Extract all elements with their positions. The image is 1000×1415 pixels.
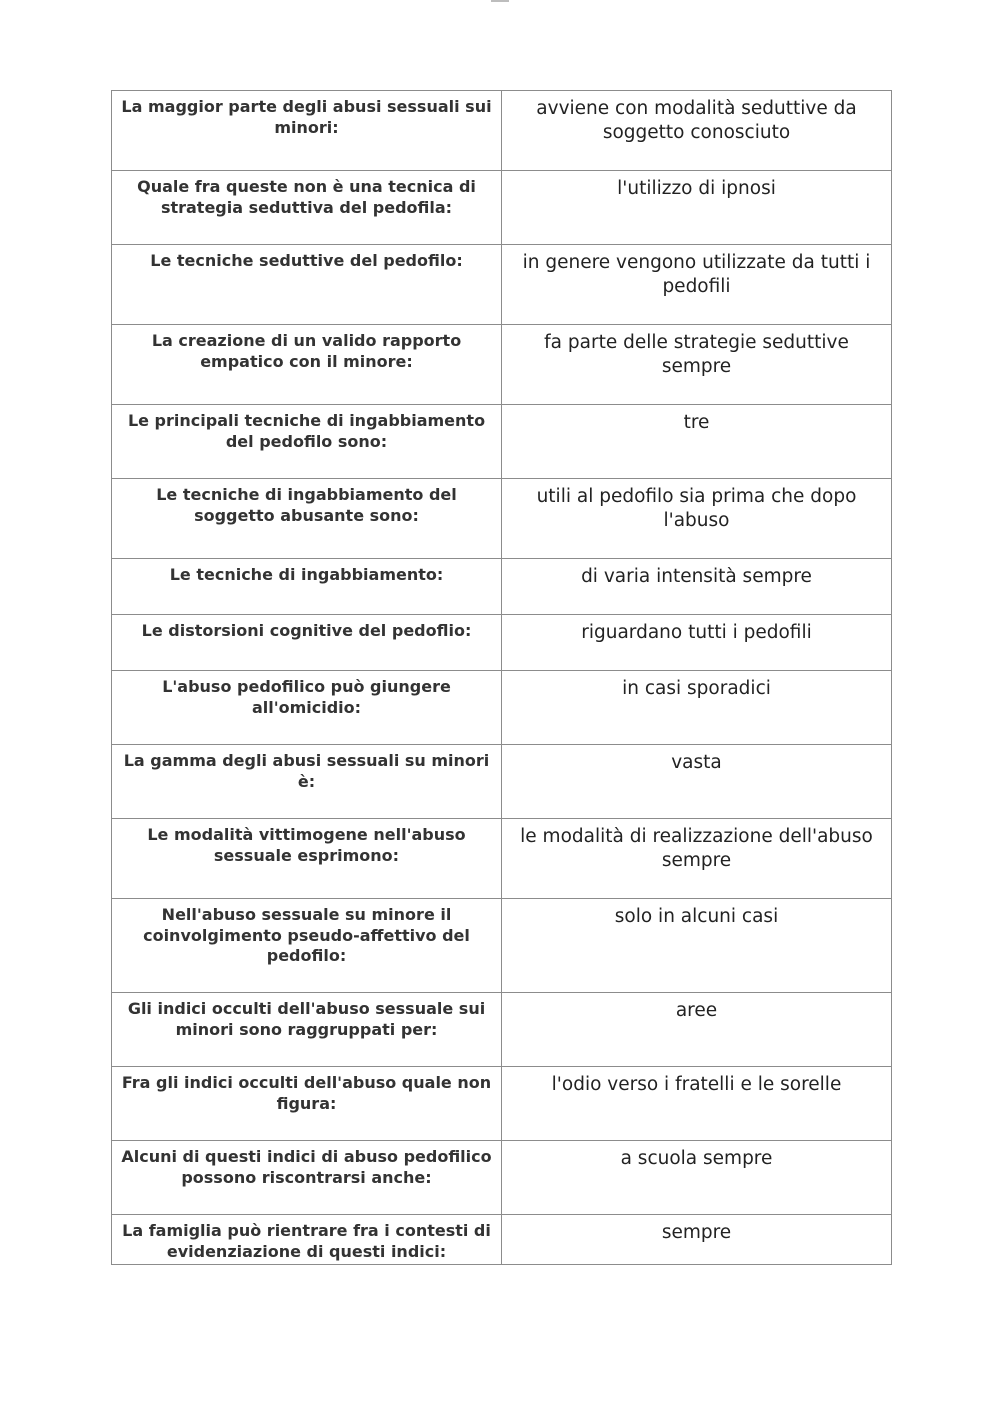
question-text: Alcuni di questi indici di abuso pedofilico possono riscontrarsi anche: [121,1147,492,1187]
table-row [112,171,892,245]
answer-cell [502,405,892,479]
question-cell [112,615,502,671]
question-text: Quale fra queste non è una tecnica di strategia seduttiva del pedofila: [137,177,476,217]
question-cell [112,1215,502,1265]
answer-cell [502,171,892,245]
question-text: Le tecniche seduttive del pedofilo: [150,251,463,270]
question-text: Le tecniche di ingabbiamento del soggetto abusante sono: [156,485,457,525]
question-text: Nell'abuso sessuale su minore il coinvolgimento pseudo-affettivo del pedofilo: [143,905,470,965]
answer-cell [502,745,892,819]
question-cell [112,899,502,993]
answer-text: sempre [661,1222,732,1243]
answer-cell [502,559,892,615]
table-row [112,745,892,819]
answer-text: aree [675,1000,718,1021]
question-text: Le modalità vittimogene nell'abuso sessuale esprimono: [147,825,466,865]
table-row [112,993,892,1067]
answer-cell [502,1067,892,1141]
answer-cell [502,91,892,171]
question-text: Fra gli indici occulti dell'abuso quale non figura: [121,1073,492,1113]
answer-cell [502,479,892,559]
answer-text: in casi sporadici [622,678,771,699]
answer-text: l'odio verso i fratelli e le sorelle [551,1074,842,1095]
question-cell [112,405,502,479]
page-header-mark [491,0,509,2]
question-cell [112,171,502,245]
answer-cell [502,899,892,993]
answer-text: utili al pedofilo sia prima che dopo l'abuso [536,486,857,531]
answer-text: di varia intensità sempre [581,566,812,587]
answer-cell [502,993,892,1067]
question-text: Gli indici occulti dell'abuso sessuale sui minori sono raggruppati per: [127,999,486,1039]
table-row [112,1067,892,1141]
table-row [112,1215,892,1265]
question-text: Le distorsioni cognitive del pedoflio: [141,621,472,640]
table-row [112,1141,892,1215]
question-cell [112,325,502,405]
answer-text: solo in alcuni casi [614,906,779,927]
answer-text: in genere vengono utilizzate da tutti i pedofili [522,252,871,297]
table-row [112,91,892,171]
answer-text: avviene con modalità seduttive da soggetto conosciuto [536,98,857,143]
answer-cell [502,1215,892,1265]
answer-text: fa parte delle strategie seduttive sempre [544,332,849,377]
answer-text: le modalità di realizzazione dell'abuso sempre [520,826,873,871]
question-text: Le principali tecniche di ingabbiamento del pedofilo sono: [127,411,486,451]
question-text: La famiglia può rientrare fra i contesti di evidenziazione di questi indici: [122,1221,491,1261]
table-row [112,479,892,559]
table-row [112,615,892,671]
question-cell [112,91,502,171]
question-text: La maggior parte degli abusi sessuali sui minori: [121,97,492,137]
question-cell [112,1141,502,1215]
question-cell [112,559,502,615]
table-row [112,671,892,745]
answer-cell [502,325,892,405]
answer-cell [502,1141,892,1215]
answer-cell [502,819,892,899]
question-text: Le tecniche di ingabbiamento: [169,565,444,584]
question-text: La gamma degli abusi sessuali su minori è: [123,751,490,791]
answer-text: l'utilizzo di ipnosi [617,178,776,199]
answer-text: riguardano tutti i pedofili [581,622,812,643]
answer-text: a scuola sempre [620,1148,773,1169]
answer-cell [502,615,892,671]
question-cell [112,745,502,819]
question-cell [112,1067,502,1141]
answer-text: tre [683,412,710,433]
question-answer-table [111,90,892,1265]
question-cell [112,993,502,1067]
table-row [112,559,892,615]
question-cell [112,819,502,899]
question-cell [112,245,502,325]
table-row [112,245,892,325]
table-row [112,899,892,993]
question-cell [112,671,502,745]
answer-cell [502,245,892,325]
question-cell [112,479,502,559]
question-text: L'abuso pedofilico può giungere all'omicidio: [162,677,451,717]
table-row [112,819,892,899]
answer-text: vasta [671,752,722,773]
table-row [112,325,892,405]
question-text: La creazione di un valido rapporto empatico con il minore: [151,331,462,371]
table-row [112,405,892,479]
answer-cell [502,671,892,745]
